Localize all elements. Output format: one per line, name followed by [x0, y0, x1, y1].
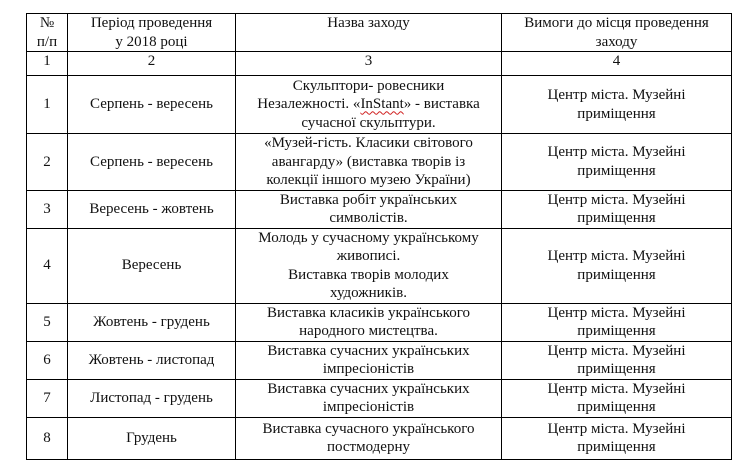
- row-period: Серпень - вересень: [68, 76, 236, 134]
- table-row: [27, 134, 732, 191]
- title-line: Молодь у сучасному українському: [258, 229, 479, 246]
- title-line: Скульптори- ровесники: [292, 77, 445, 94]
- requirements-line: приміщення: [577, 266, 656, 283]
- row-requirements: [502, 190, 732, 228]
- requirements-line: Центр міста. Музейні: [547, 420, 686, 437]
- title-line: Виставка творів молодих: [288, 266, 449, 283]
- title-line: народного мистецтва.: [299, 323, 438, 339]
- title-line: Виставка сучасних українських: [267, 380, 470, 397]
- row-number: 1: [27, 76, 68, 134]
- row-title: [236, 417, 502, 459]
- requirements-line: приміщення: [577, 399, 656, 415]
- row-requirements: [502, 228, 732, 303]
- requirements-line: Центр міста. Музейні: [547, 191, 686, 208]
- header-row: [27, 14, 732, 52]
- title-line: сучасної скульптури.: [301, 114, 436, 131]
- requirements-line: приміщення: [577, 162, 656, 179]
- header-title-line1: Назва заходу: [327, 15, 410, 31]
- row-period: Вересень - жовтень: [68, 190, 236, 228]
- title-line: живописі.: [336, 248, 401, 264]
- title-line: авангарду» (виставка творів із: [271, 153, 466, 170]
- row-requirements: [502, 76, 732, 134]
- row-title: [236, 341, 502, 379]
- table-row: [27, 190, 732, 228]
- requirements-line: Центр міста. Музейні: [547, 144, 686, 161]
- column-number: 1: [27, 52, 68, 76]
- title-fragment: » - виставка: [403, 96, 480, 113]
- table-row: [27, 228, 732, 303]
- row-period: Серпень - вересень: [68, 134, 236, 191]
- row-title: [236, 134, 502, 191]
- title-line: Виставка класиків українського: [267, 304, 470, 321]
- row-requirements: [502, 303, 732, 341]
- title-line: імпресіоністів: [322, 361, 415, 377]
- row-title: [236, 379, 502, 417]
- row-title: [236, 190, 502, 228]
- title-line: Виставка робіт українських: [279, 191, 458, 208]
- requirements-line: приміщення: [577, 323, 656, 339]
- row-title: [236, 76, 502, 134]
- column-number: 2: [68, 52, 236, 76]
- title-line: [240, 95, 497, 114]
- header-requirements-line2: заходу: [595, 33, 638, 50]
- header-period-line1: Період проведення: [90, 15, 213, 31]
- row-number: 7: [27, 379, 68, 417]
- row-period: Листопад - грудень: [68, 379, 236, 417]
- row-period: Грудень: [68, 417, 236, 459]
- row-number: 5: [27, 303, 68, 341]
- row-period: Жовтень - грудень: [68, 303, 236, 341]
- header-number: [27, 14, 68, 52]
- row-number: 8: [27, 417, 68, 459]
- requirements-line: Центр міста. Музейні: [547, 304, 686, 321]
- row-number: 6: [27, 341, 68, 379]
- row-requirements: [502, 417, 732, 459]
- requirements-line: приміщення: [577, 210, 656, 226]
- row-period: Жовтень - листопад: [68, 341, 236, 379]
- title-line: Виставка сучасних українських: [267, 342, 470, 359]
- requirements-line: Центр міста. Музейні: [547, 248, 686, 264]
- title-line: «Музей-гість. Класики світового: [264, 135, 473, 151]
- header-number-line2: п/п: [36, 33, 58, 50]
- table-row: [27, 379, 732, 417]
- row-title: [236, 303, 502, 341]
- header-number-line1: №: [39, 15, 55, 31]
- row-number: 2: [27, 134, 68, 191]
- column-number: 3: [236, 52, 502, 76]
- title-line: постмодерну: [327, 439, 410, 455]
- row-requirements: [502, 379, 732, 417]
- table-row: [27, 303, 732, 341]
- requirements-line: приміщення: [577, 105, 656, 122]
- table-row: [27, 341, 732, 379]
- requirements-line: Центр міста. Музейні: [547, 87, 686, 103]
- table-row: [27, 76, 732, 134]
- row-title: [236, 228, 502, 303]
- title-line: імпресіоністів: [322, 399, 415, 415]
- title-line: Виставка сучасного українського: [262, 420, 475, 437]
- row-number: 4: [27, 228, 68, 303]
- requirements-line: приміщення: [577, 361, 656, 377]
- title-line: символістів.: [329, 210, 408, 226]
- requirements-line: приміщення: [577, 439, 656, 455]
- title-line: колекції іншого музею України): [266, 172, 471, 188]
- requirements-line: Центр міста. Музейні: [547, 380, 686, 397]
- header-period: [68, 14, 236, 52]
- title-fragment: Незалежності. «: [257, 96, 361, 113]
- column-number: 4: [502, 52, 732, 76]
- events-table: [26, 13, 732, 460]
- table-row: [27, 417, 732, 459]
- requirements-line: Центр міста. Музейні: [547, 342, 686, 359]
- header-requirements: [502, 14, 732, 52]
- row-requirements: [502, 134, 732, 191]
- title-line: художників.: [330, 285, 407, 301]
- row-requirements: [502, 341, 732, 379]
- row-period: Вересень: [68, 228, 236, 303]
- misspelled-word: InStant: [360, 96, 404, 113]
- column-number-row: [27, 52, 732, 76]
- header-requirements-line1: Вимоги до місця проведення: [524, 15, 709, 31]
- row-number: 3: [27, 190, 68, 228]
- header-period-line2: у 2018 році: [115, 33, 188, 50]
- header-title: [236, 14, 502, 52]
